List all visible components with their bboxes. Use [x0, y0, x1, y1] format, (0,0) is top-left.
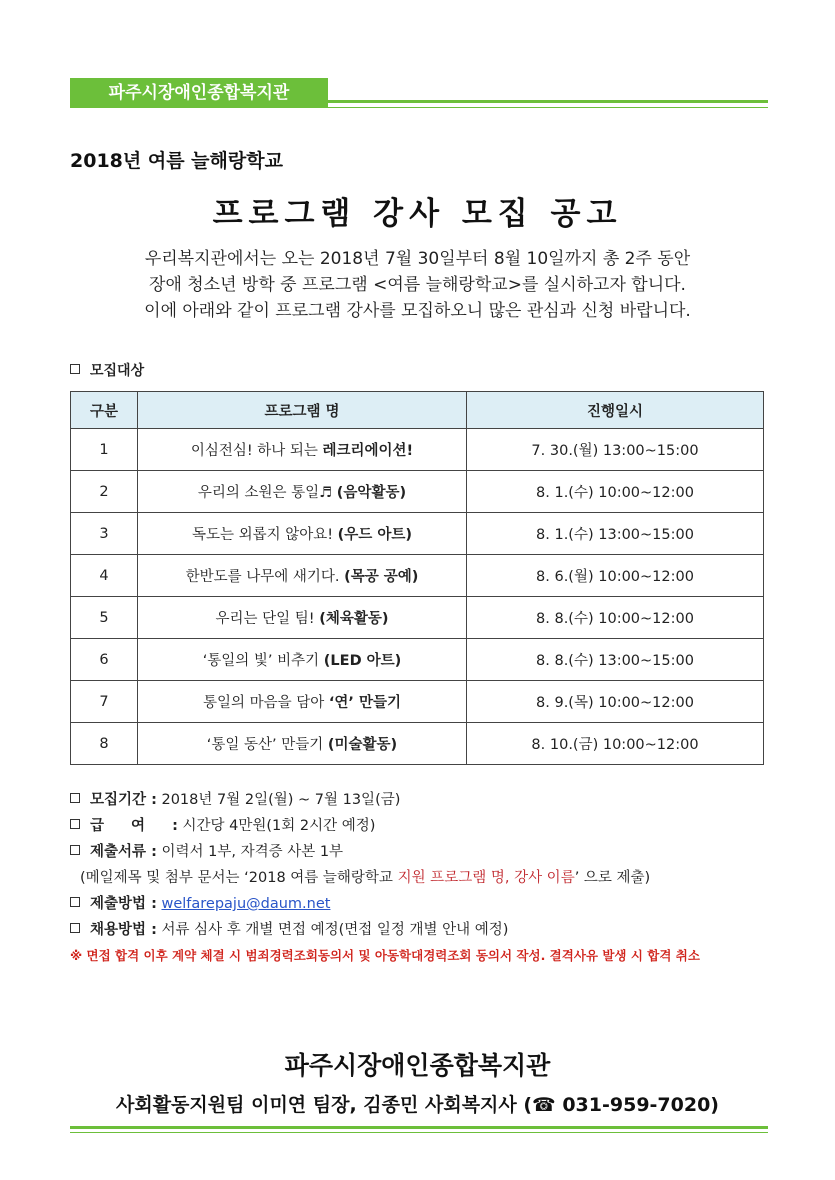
detail-submit: 제출방법 : welfarepaju@daum.net [70, 892, 330, 913]
program-table [70, 391, 764, 765]
row-schedule: 8. 1.(수) 10:00~12:00 [467, 471, 764, 513]
row-program-name: 우리는 단일 팀! (체육활동) [138, 597, 467, 639]
table-row [71, 723, 764, 765]
checkbox-square-icon [70, 845, 80, 855]
row-number: 4 [71, 555, 138, 597]
row-number: 2 [71, 471, 138, 513]
table-row [71, 555, 764, 597]
row-number: 8 [71, 723, 138, 765]
detail-docs-note: (메일제목 및 첨부 문서는 ‘2018 여름 늘해랑학교 지원 프로그램 명, 강사 이름’ 으로 제출) [80, 870, 651, 886]
detail-pay: 급 여 : 시간당 4만원(1회 2시간 예정) [70, 814, 375, 835]
row-number: 1 [71, 429, 138, 471]
intro-line: 장애 청소년 방학 중 프로그램 <여름 늘해랑학교>를 실시하고자 합니다. [149, 275, 686, 295]
row-program-name: ‘통일의 빛’ 비추기 (LED 아트) [138, 639, 467, 681]
table-header-row [71, 392, 764, 429]
col-header-schedule: 진행일시 [467, 392, 764, 429]
col-header-program: 프로그램 명 [138, 392, 467, 429]
row-schedule: 8. 10.(금) 10:00~12:00 [467, 723, 764, 765]
row-program-name: 이심전심! 하나 되는 레크리에이션! [138, 429, 467, 471]
footer-rule [70, 1126, 768, 1129]
table-row [71, 597, 764, 639]
table-row [71, 429, 764, 471]
checkbox-square-icon [70, 364, 80, 374]
row-schedule: 8. 1.(수) 13:00~15:00 [467, 513, 764, 555]
table-row [71, 681, 764, 723]
row-program-name: 한반도를 나무에 새기다. (목공 공예) [138, 555, 467, 597]
checkbox-square-icon [70, 793, 80, 803]
org-header-tag: 파주시장애인종합복지관 [70, 78, 328, 108]
checkbox-square-icon [70, 923, 80, 933]
row-program-name: 우리의 소원은 통일♬ (음악활동) [138, 471, 467, 513]
header-rule [328, 100, 768, 103]
footer-contact: 사회활동지원팀 이미연 팀장, 김종민 사회복지사 (☎ 031-959-7020) [116, 1094, 719, 1116]
page-title: 프로그램 강사 모집 공고 [212, 196, 623, 232]
intro-paragraph [60, 246, 775, 324]
footer-rule-thin [70, 1132, 768, 1133]
detail-period: 모집기간 : 2018년 7월 2일(월) ~ 7월 13일(금) [70, 788, 400, 809]
row-number: 7 [71, 681, 138, 723]
row-program-name: 독도는 외롭지 않아요! (우드 아트) [138, 513, 467, 555]
table-row [71, 639, 764, 681]
section-target-heading: 모집대상 [70, 360, 144, 380]
row-schedule: 8. 8.(수) 13:00~15:00 [467, 639, 764, 681]
notice-note: ※ 면접 합격 이후 계약 체결 시 범죄경력조회동의서 및 아동학대경력조회 동의서 작성. 결격사유 발생 시 합격 취소 [70, 948, 700, 963]
email-link[interactable]: welfarepaju@daum.net [161, 896, 331, 912]
row-program-name: ‘통일 동산’ 만들기 (미술활동) [138, 723, 467, 765]
table-row [71, 471, 764, 513]
row-schedule: 8. 9.(목) 10:00~12:00 [467, 681, 764, 723]
intro-line: 우리복지관에서는 오는 2018년 7월 30일부터 8월 10일까지 총 2주 동안 [144, 249, 691, 269]
detail-docs: 제출서류 : 이력서 1부, 자격증 사본 1부 [70, 840, 343, 861]
row-schedule: 8. 6.(월) 10:00~12:00 [467, 555, 764, 597]
row-program-name: 통일의 마음을 담아 ‘연’ 만들기 [138, 681, 467, 723]
row-schedule: 8. 8.(수) 10:00~12:00 [467, 597, 764, 639]
row-number: 5 [71, 597, 138, 639]
footer-org: 파주시장애인종합복지관 [284, 1051, 551, 1080]
col-header-number: 구분 [71, 392, 138, 429]
subtitle: 2018년 여름 늘해랑학교 [70, 150, 283, 172]
intro-line: 이에 아래와 같이 프로그램 강사를 모집하오니 많은 관심과 신청 바랍니다. [144, 301, 691, 321]
table-row [71, 513, 764, 555]
row-number: 6 [71, 639, 138, 681]
row-schedule: 7. 30.(월) 13:00~15:00 [467, 429, 764, 471]
checkbox-square-icon [70, 897, 80, 907]
checkbox-square-icon [70, 819, 80, 829]
detail-hire: 채용방법 : 서류 심사 후 개별 면접 예정(면접 일정 개별 안내 예정) [70, 918, 508, 939]
header-rule-thin [70, 107, 768, 108]
row-number: 3 [71, 513, 138, 555]
